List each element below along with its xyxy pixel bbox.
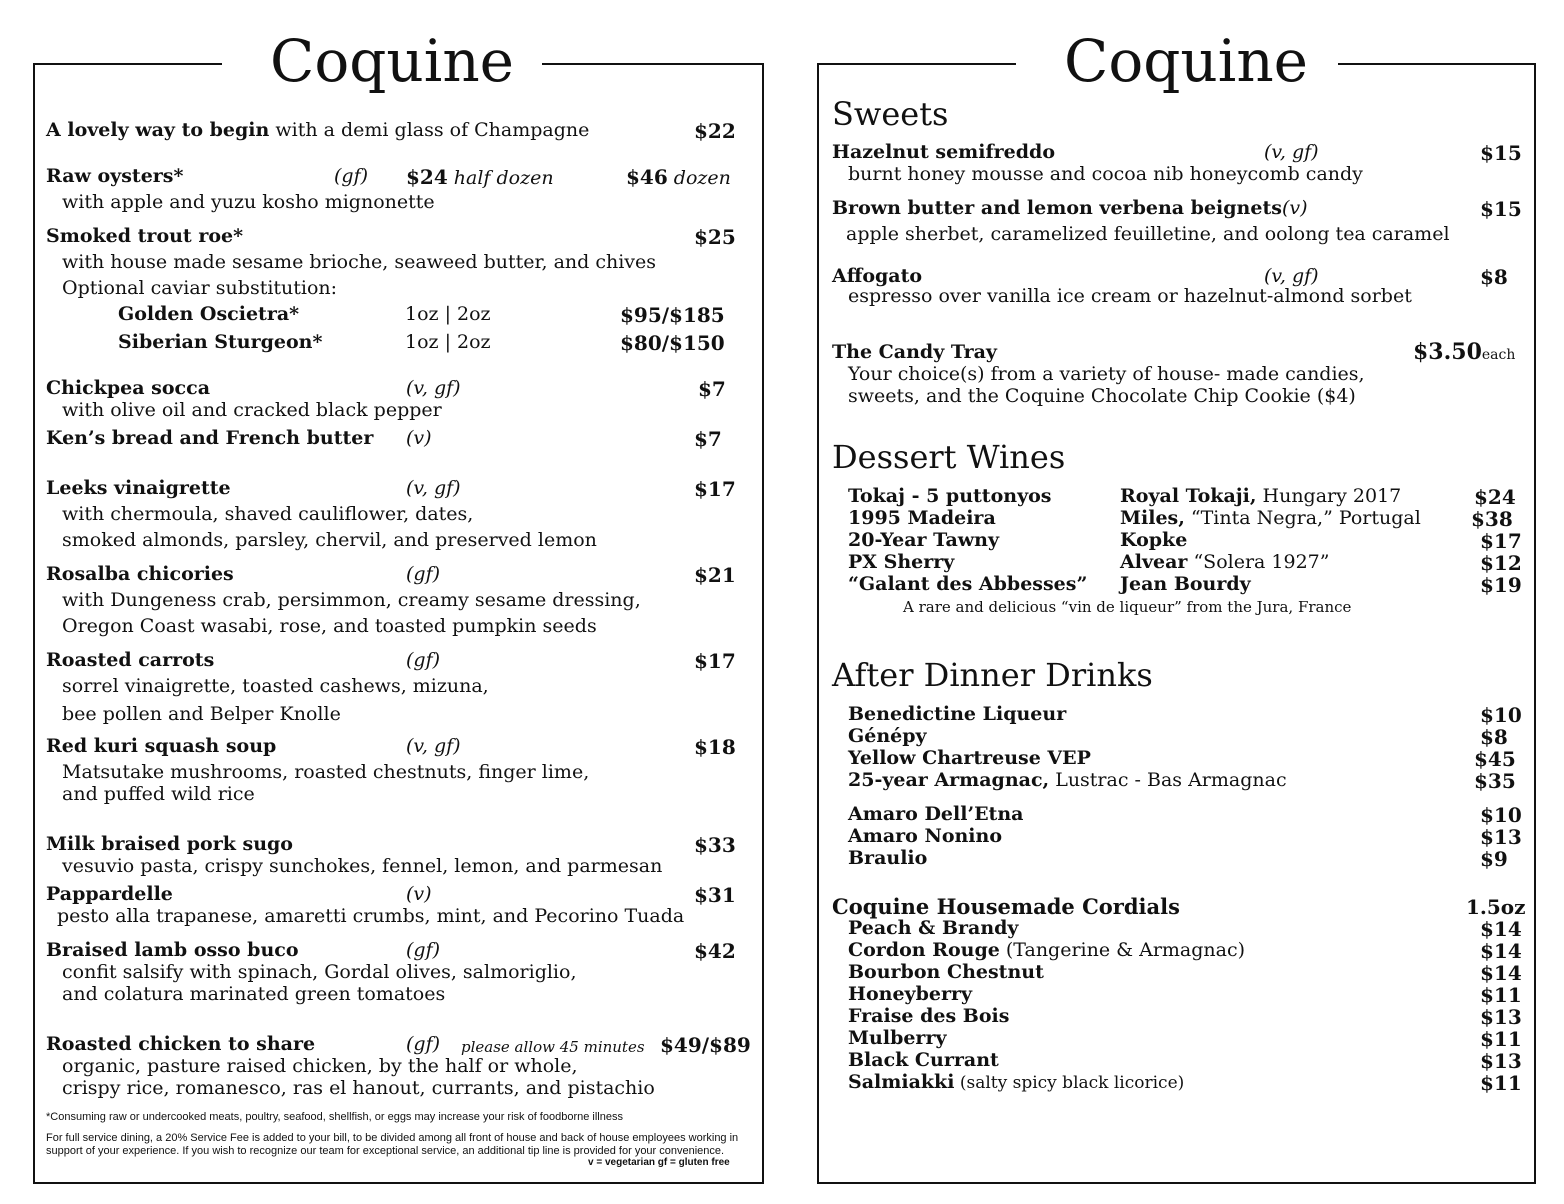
wine-price: $17 xyxy=(1480,529,1522,553)
cordial-name: Honeyberry xyxy=(848,983,973,1005)
item-desc: with chermoula, shaved cauliflower, dates, xyxy=(62,503,474,525)
price-dozen: $46 dozen xyxy=(626,165,731,189)
cordial-price: $14 xyxy=(1480,917,1522,941)
wine-price: $19 xyxy=(1480,573,1522,597)
item-desc: with apple and yuzu kosho mignonette xyxy=(62,191,435,213)
wine-name: “Galant des Abbesses” xyxy=(848,573,1088,595)
item-name: A lovely way to begin xyxy=(46,119,270,141)
item-price: $31 xyxy=(694,883,736,907)
item-name: Raw oysters* xyxy=(46,165,184,187)
item-price: $17 xyxy=(694,477,736,501)
wait-note: please allow 45 minutes xyxy=(461,1038,645,1056)
section-heading-sweets: Sweets xyxy=(832,95,949,133)
price-half-dozen: $24 half dozen xyxy=(406,165,554,189)
item-price: $49/$89 xyxy=(660,1033,751,1057)
item-desc: and puffed wild rice xyxy=(62,783,255,805)
section-heading-after-dinner: After Dinner Drinks xyxy=(832,656,1153,694)
diet-tag: (v) xyxy=(406,883,432,905)
drink-price: $35 xyxy=(1474,769,1516,793)
drink-name: Yellow Chartreuse VEP xyxy=(848,747,1091,769)
item-price: $7 xyxy=(694,427,722,451)
drink-name: Génépy xyxy=(848,725,927,747)
item-price: $22 xyxy=(694,119,736,143)
item-price: $42 xyxy=(694,939,736,963)
diet-tag: (v, gf) xyxy=(406,377,461,399)
cordial-price: $14 xyxy=(1480,961,1522,985)
cordial-name: Salmiakki (salty spicy black licorice) xyxy=(848,1071,1185,1093)
drink-name: Amaro Dell’Etna xyxy=(848,803,1024,825)
wine-name: PX Sherry xyxy=(848,551,955,573)
item-name: Roasted chicken to share xyxy=(46,1033,316,1055)
cordial-price: $14 xyxy=(1480,939,1522,963)
caviar-option-label: Optional caviar substitution: xyxy=(62,277,338,299)
caviar-size: 1oz | 2oz xyxy=(405,331,491,353)
item-desc: Matsutake mushrooms, roasted chestnuts, finger lime, xyxy=(62,761,590,783)
drink-name: Braulio xyxy=(848,847,928,869)
item-price: $7 xyxy=(698,377,726,401)
item-desc: and colatura marinated green tomatoes xyxy=(62,983,446,1005)
caviar-price: $95/$185 xyxy=(620,303,725,327)
diet-tag: (gf) xyxy=(406,649,441,671)
item-price: $18 xyxy=(694,735,736,759)
item-name: Milk braised pork sugo xyxy=(46,833,293,855)
item-desc: bee pollen and Belper Knolle xyxy=(62,703,341,725)
wine-producer: Kopke xyxy=(1120,529,1188,551)
diet-tag: (gf) xyxy=(334,165,369,187)
item-desc: crispy rice, romanesco, ras el hanout, currants, and pistachio xyxy=(62,1077,655,1099)
section-heading-dessert-wines: Dessert Wines xyxy=(832,438,1066,476)
foodborne-footnote: *Consuming raw or undercooked meats, poultry, seafood, shellfish, or eggs may increase your risk of foodborne illness xyxy=(46,1111,623,1123)
item-name: Affogato xyxy=(832,265,923,287)
service-fee-note: For full service dining, a 20% Service Fee is added to your bill, to be divided among all front of house and back of house employees working in support of your experience. If you wish to recognize our team for exceptional service, an additional tip line is provided for your convenience. xyxy=(46,1132,739,1157)
drink-name: 25-year Armagnac, Lustrac - Bas Armagnac xyxy=(848,769,1287,791)
item-desc: pesto alla trapanese, amaretti crumbs, mint, and Pecorino Tuada xyxy=(57,905,685,927)
cordial-name: Black Currant xyxy=(848,1049,999,1071)
item-name: The Candy Tray xyxy=(832,341,997,363)
item-name: Chickpea socca xyxy=(46,377,211,399)
cordial-price: $11 xyxy=(1480,1027,1522,1051)
diet-tag: (v, gf) xyxy=(406,477,461,499)
diet-tag: (gf) xyxy=(406,939,441,961)
item-name: Hazelnut semifreddo xyxy=(832,141,1055,163)
diet-tag: (v, gf) xyxy=(406,735,461,757)
wine-price: $24 xyxy=(1474,485,1516,509)
item-name: Ken’s bread and French butter xyxy=(46,427,374,449)
item-desc: sorrel vinaigrette, toasted cashews, mizuna, xyxy=(62,675,489,697)
wine-producer: Miles, “Tinta Negra,” Portugal xyxy=(1120,507,1421,529)
wine-name: Tokaj - 5 puttonyos xyxy=(848,485,1052,507)
item-price: $15 xyxy=(1480,141,1522,165)
wine-producer: Royal Tokaji, Hungary 2017 xyxy=(1120,485,1402,507)
caviar-size: 1oz | 2oz xyxy=(405,303,491,325)
item-desc: Your choice(s) from a variety of house- made candies, xyxy=(848,363,1365,385)
item-desc: Oregon Coast wasabi, rose, and toasted pumpkin seeds xyxy=(62,615,597,637)
menu-title: Coquine xyxy=(1016,28,1338,94)
item-desc: apple sherbet, caramelized feuilletine, and oolong tea caramel xyxy=(846,223,1450,245)
diet-tag: (v) xyxy=(406,427,432,449)
item-desc: espresso over vanilla ice cream or hazelnut-almond sorbet xyxy=(848,285,1412,307)
item-name: Leeks vinaigrette xyxy=(46,477,231,499)
wine-producer: Alvear “Solera 1927” xyxy=(1120,551,1330,573)
beignets-item: Brown butter and lemon verbena beignets(v) xyxy=(832,197,1308,219)
cordial-price: $13 xyxy=(1480,1005,1522,1029)
cordial-name: Peach & Brandy xyxy=(848,917,1019,939)
drink-name: Benedictine Liqueur xyxy=(848,703,1067,725)
item-name: Braised lamb osso buco xyxy=(46,939,299,961)
item-desc: vesuvio pasta, crispy sunchokes, fennel, lemon, and parmesan xyxy=(62,855,663,877)
cordial-name: Bourbon Chestnut xyxy=(848,961,1044,983)
cordial-name: Fraise des Bois xyxy=(848,1005,1010,1027)
cordial-price: $13 xyxy=(1480,1049,1522,1073)
diet-tag: (gf) xyxy=(406,1033,441,1055)
item-name: Smoked trout roe* xyxy=(46,225,244,247)
cordial-price: $11 xyxy=(1480,983,1522,1007)
item-desc: with Dungeness crab, persimmon, creamy sesame dressing, xyxy=(62,589,641,611)
item-price: $25 xyxy=(694,225,736,249)
diet-tag: (v, gf) xyxy=(1264,141,1319,163)
item-desc: with olive oil and cracked black pepper xyxy=(62,399,442,421)
item-desc: sweets, and the Coquine Chocolate Chip Cookie ($4) xyxy=(848,385,1356,407)
wine-name: 20-Year Tawny xyxy=(848,529,1000,551)
item-desc: with house made sesame brioche, seaweed butter, and chives xyxy=(62,251,657,273)
candy-price: $3.50each xyxy=(1413,339,1516,365)
drink-name: Amaro Nonino xyxy=(848,825,1003,847)
item-desc: burnt honey mousse and cocoa nib honeycomb candy xyxy=(848,163,1363,185)
item-name: Red kuri squash soup xyxy=(46,735,277,757)
wine-note: A rare and delicious “vin de liqueur” from the Jura, France xyxy=(903,598,1352,616)
item-price: $33 xyxy=(694,833,736,857)
item-desc: organic, pasture raised chicken, by the half or whole, xyxy=(62,1055,578,1077)
drink-price: $45 xyxy=(1474,747,1516,771)
caviar-price: $80/$150 xyxy=(620,331,725,355)
wine-price: $38 xyxy=(1471,507,1513,531)
section-heading-cordials: Coquine Housemade Cordials xyxy=(832,894,1180,919)
drink-price: $9 xyxy=(1480,847,1508,871)
item-desc: confit salsify with spinach, Gordal olives, salmoriglio, xyxy=(62,961,577,983)
item-name: Pappardelle xyxy=(46,883,173,905)
cordial-price: $11 xyxy=(1480,1071,1522,1095)
item-price: $21 xyxy=(694,563,736,587)
wine-producer: Jean Bourdy xyxy=(1120,573,1251,595)
drink-price: $13 xyxy=(1480,825,1522,849)
caviar-name: Siberian Sturgeon* xyxy=(118,331,323,353)
item-name: Rosalba chicories xyxy=(46,563,234,585)
item-desc: smoked almonds, parsley, chervil, and preserved lemon xyxy=(62,529,597,551)
intro-item xyxy=(46,119,589,141)
drink-price: $8 xyxy=(1480,725,1508,749)
cordial-name: Mulberry xyxy=(848,1027,947,1049)
cordials-size: 1.5oz xyxy=(1466,895,1526,919)
cordial-name: Cordon Rouge (Tangerine & Armagnac) xyxy=(848,939,1246,961)
diet-tag: (v, gf) xyxy=(1264,265,1319,287)
diet-tag: (gf) xyxy=(406,563,441,585)
caviar-name: Golden Oscietra* xyxy=(118,303,300,325)
wine-name: 1995 Madeira xyxy=(848,507,996,529)
drink-price: $10 xyxy=(1480,803,1522,827)
wine-price: $12 xyxy=(1480,551,1522,575)
drink-price: $10 xyxy=(1480,703,1522,727)
item-price: $8 xyxy=(1480,265,1508,289)
diet-legend: v = vegetarian gf = gluten free xyxy=(588,1157,730,1168)
item-desc: with a demi glass of Champagne xyxy=(269,119,590,141)
item-price: $17 xyxy=(694,649,736,673)
item-price: $15 xyxy=(1480,197,1522,221)
item-name: Roasted carrots xyxy=(46,649,215,671)
menu-title: Coquine xyxy=(222,28,542,94)
